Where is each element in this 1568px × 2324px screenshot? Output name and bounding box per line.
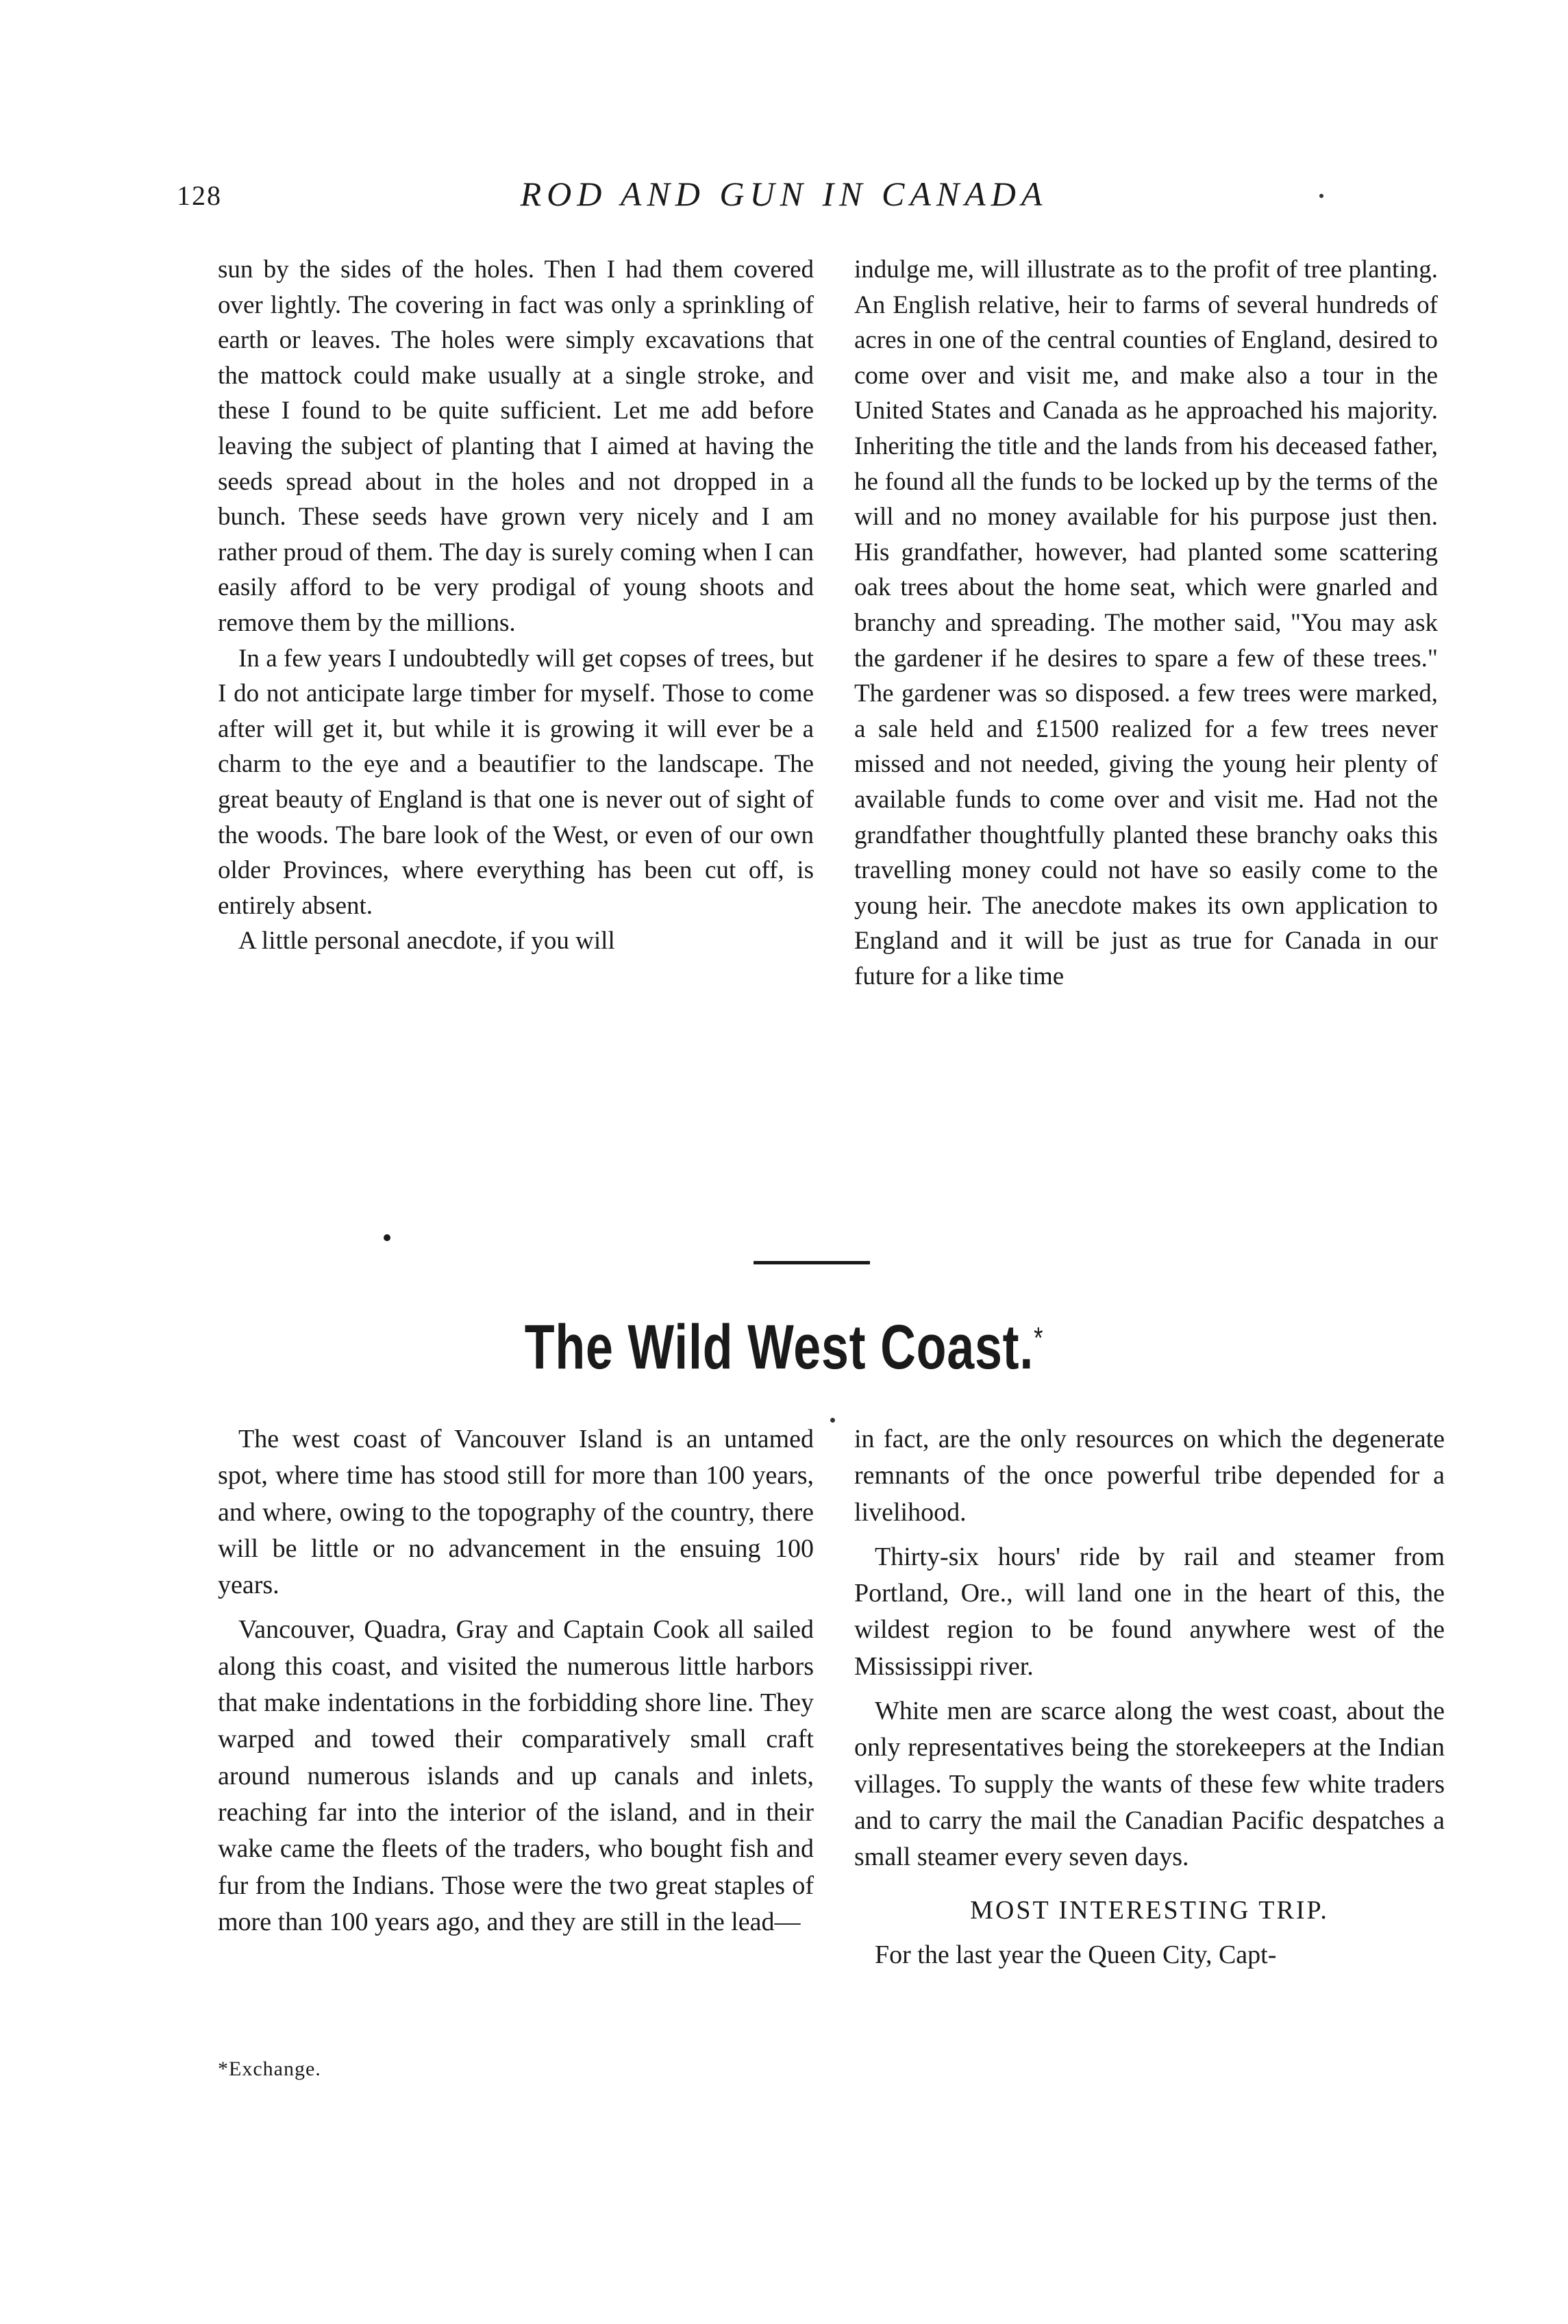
article-right-column xyxy=(854,1421,1445,1973)
top-left-column xyxy=(218,252,814,959)
paragraph: A little personal anecdote, if you will xyxy=(238,927,615,955)
article-title-text: The Wild West Coast. xyxy=(524,1312,1034,1382)
article-title xyxy=(173,1312,1395,1384)
section-rule xyxy=(754,1261,870,1264)
paragraph: indulge me, will illustrate as to the profit of tree planting. An English relative, heir to farms of several hundreds of acres in one of the central counties of England, desired to come over and visit me, and make also a tour in the United States and Canada as he approached his majority. Inheriting the title and the lands from his deceased father, he found all the funds to be locked up by the terms of the will and no money available for his purpose just then. His grandfather, however, had planted some scattering oak trees about the home seat, which were gnarled and branchy and spreading. The mother said, "You may ask the gardener if he desires to spare a few of these trees." The gardener was so disposed. a few trees were marked, a sale held and £1500 realized for a few trees never missed and not needed, giving the young heir plenty of available funds to come over and visit me. Had not the grandfather thoughtfully planted these branchy oaks this travelling money could not have so easily come to the young heir. The anecdote makes its own application to England and it will be just as true for Canada in our future for a like time xyxy=(854,255,1438,990)
subheading: MOST INTERESTING TRIP. xyxy=(970,1895,1329,1925)
stray-dot xyxy=(384,1234,390,1241)
paragraph: White men are scarce along the west coast, about the only representatives being the storekeepers at the Indian villages. To supply the wants of these few white traders and to carry the mail the Canadian Pacific despatches a small steamer every seven days. xyxy=(854,1697,1445,1872)
page-number: 128 xyxy=(177,180,222,211)
title-footnote-mark: * xyxy=(1034,1321,1044,1355)
paragraph: The west coast of Vancouver Island is an untamed spot, where time has stood still for more than 100 years, and where, owing to the topography of the country, there will be little or no advancement in the ensuing 100 years. xyxy=(218,1425,814,1600)
paragraph: in fact, are the only resources on which the degenerate remnants of the once powerful tribe depended for a livelihood. xyxy=(854,1425,1445,1527)
running-title: ROD AND GUN IN CANADA xyxy=(520,175,1048,213)
margin-mark xyxy=(1319,194,1323,198)
paragraph: Thirty-six hours' ride by rail and steamer from Portland, Ore., will land one in the heart of this, the wildest region to be found anywhere west of the Mississippi river. xyxy=(854,1542,1445,1681)
article-left-column xyxy=(218,1421,814,1940)
paragraph: sun by the sides of the holes. Then I had them covered over lightly. The covering in fact was only a sprinkling of earth or leaves. The holes were simply excavations that the mattock could make usually at a single stroke, and these I found to be quite sufficient. Let me add before leaving the subject of planting that I aimed at having the seeds spread about in the holes and not dropped in a bunch. These seeds have grown very nicely and I am rather proud of them. The day is surely coming when I can easily afford to be very prodigal of young shoots and remove them by the millions. xyxy=(218,255,814,637)
paragraph: In a few years I undoubtedly will get copses of trees, but I do not anticipate large timber for myself. Those to come after will get it, but while it is growing it will ever be a charm to the eye and a beautifier to the landscape. The great beauty of England is that one is never out of sight of the woods. The bare look of the West, or even of our own older Provinces, where everything has been cut off, is entirely absent. xyxy=(218,644,814,920)
top-right-column xyxy=(854,252,1438,994)
paragraph: For the last year the Queen City, Capt- xyxy=(875,1940,1277,1969)
paragraph: Vancouver, Quadra, Gray and Captain Cook all sailed along this coast, and visited the numerous little harbors that make indentations in the forbidding shore line. They warped and towed their comparatively small craft around numerous islands and up canals and inlets, reaching far into the interior of the island, and in their wake came the fleets of the traders, who bought fish and fur from the Indians. Those were the two great staples of more than 100 years ago, and they are still in the lead— xyxy=(218,1615,814,1936)
footnote: *Exchange. xyxy=(218,2058,321,2080)
margin-mark xyxy=(830,1418,835,1423)
